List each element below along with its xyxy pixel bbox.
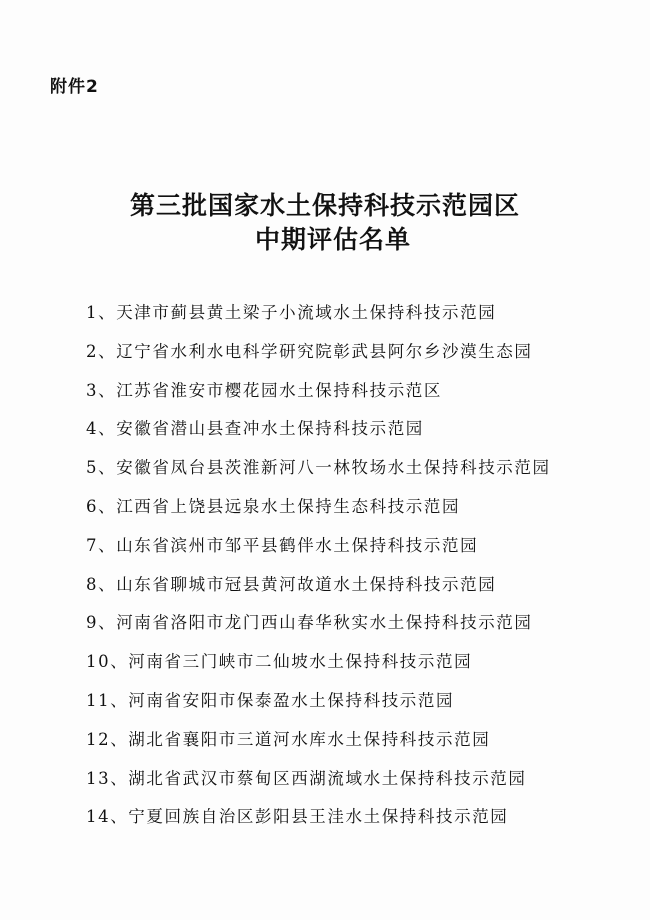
list-item: 2、辽宁省水利水电科学研究院彰武县阿尔乡沙漠生态园 [86, 341, 533, 361]
attachment-label: 附件2 [50, 77, 99, 97]
list-item: 3、江苏省淮安市樱花园水土保持科技示范区 [86, 380, 442, 400]
list-item: 4、安徽省潜山县查冲水土保持科技示范园 [86, 419, 424, 439]
list-item: 5、安徽省凤台县茨淮新河八一林牧场水土保持科技示范园 [86, 458, 551, 478]
document-title-line-1: 第三批国家水土保持科技示范园区 [129, 191, 520, 220]
list-item: 11、河南省安阳市保泰盈水土保持科技示范园 [86, 690, 455, 710]
list-item: 7、山东省滨州市邹平县鹤伴水土保持科技示范园 [86, 535, 479, 555]
document-title-line-2: 中期评估名单 [254, 225, 411, 254]
list-item: 10、河南省三门峡市二仙坡水土保持科技示范园 [86, 652, 473, 672]
list-item: 12、湖北省襄阳市三道河水库水土保持科技示范园 [86, 729, 491, 749]
list-item: 13、湖北省武汉市蔡甸区西湖流域水土保持科技示范园 [86, 768, 527, 788]
list-item: 6、江西省上饶县远泉水土保持生态科技示范园 [86, 496, 461, 516]
list-item: 9、河南省洛阳市龙门西山春华秋实水土保持科技示范园 [86, 613, 533, 633]
list-item: 14、宁夏回族自治区彭阳县王洼水土保持科技示范园 [86, 807, 509, 827]
list-item: 1、天津市蓟县黄土梁子小流域水土保持科技示范园 [86, 303, 497, 322]
list-item: 8、山东省聊城市冠县黄河故道水土保持科技示范园 [86, 574, 497, 594]
park-list [86, 303, 551, 846]
